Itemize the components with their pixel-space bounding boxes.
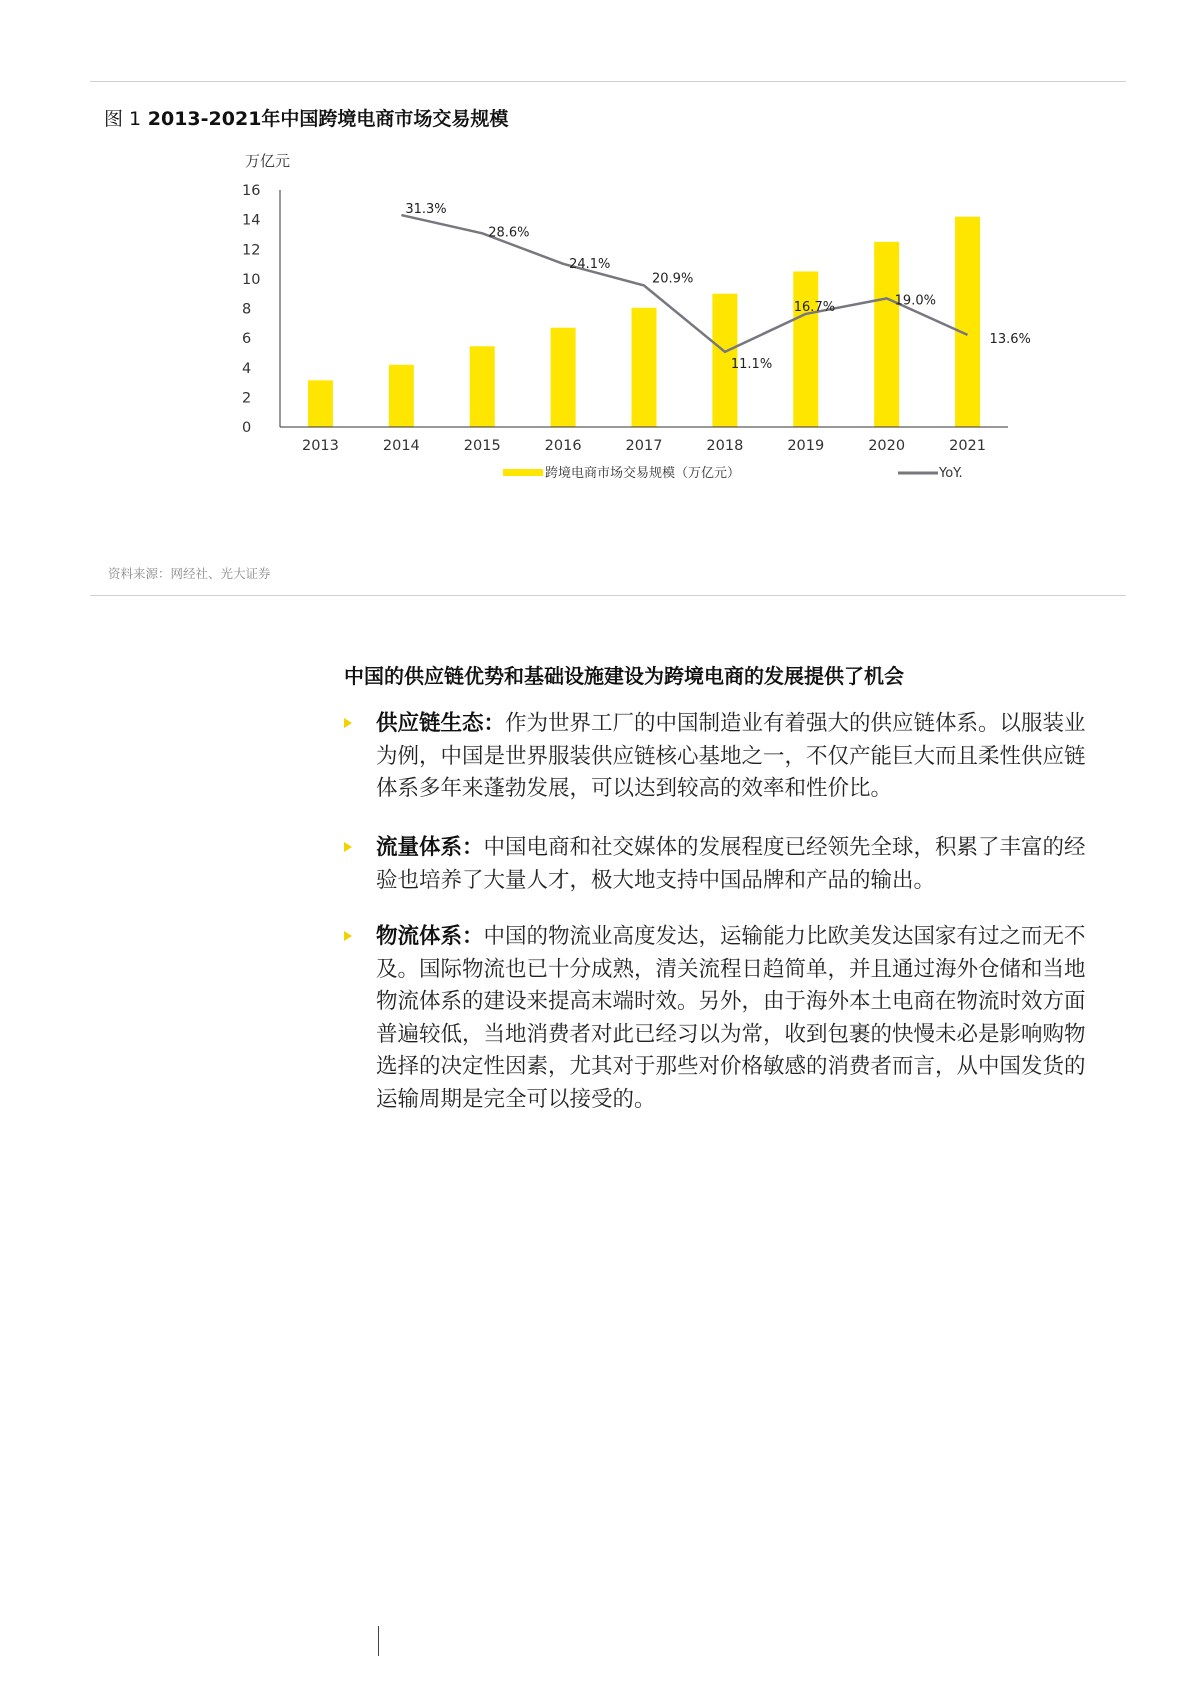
chart-legend [503,465,963,481]
y-tick-label: 6 [242,331,252,348]
section-heading: 中国的供应链优势和基础设施建设为跨境电商的发展提供了机会 [344,664,904,688]
bar-2016 [551,328,576,427]
bar-2020 [874,242,899,427]
bullet-text: 中国的物流业高度发达，运输能力比欧美发达国家有过之而无不及。国际物流也已十分成熟，清关流程日趋简单，并且通过海外仓储和当地物流体系的建设来提高末端时效。另外，由于海外本土电商在物流时效方面普遍较低，当地消费者对此已经习以为常，收到包裹的快慢未必是影响购物选择的决定性因素，尤其对于那些对价格敏感的消费者而言，从中国发货的运输周期是完全可以接受的。 [376,924,1086,1112]
y-tick-label: 14 [242,212,261,229]
footer-marker [378,1626,379,1656]
y-tick-label: 10 [242,271,261,288]
yoy-data-label: 20.9% [652,271,694,287]
bullet-label: 流量体系： [376,835,484,860]
bar-2014 [389,365,414,427]
x-tick-label: 2020 [868,438,906,454]
bar-2021 [955,217,980,427]
x-tick-label: 2015 [463,438,501,454]
yoy-data-label: 28.6% [488,225,530,241]
y-tick-label: 0 [242,420,252,436]
y-tick-label: 12 [242,242,261,259]
legend-label-line: YoY. [939,466,963,481]
figure-title-text: 2013-2021年中国跨境电商市场交易规模 [147,108,509,130]
bullet-text: 作为世界工厂的中国制造业有着强大的供应链体系。以服装业为例，中国是世界服装供应链核心基地之一，不仅产能巨大而且柔性供应链体系多年来蓬勃发展，可以达到较高的效率和性价比。 [376,711,1086,801]
bar-2013 [308,380,333,427]
bottom-rule [90,595,1126,596]
yoy-data-label: 13.6% [989,331,1031,347]
bar-series [308,217,980,427]
y-tick-label: 2 [242,390,252,407]
bullet-traffic [344,832,1104,897]
y-tick-label: 4 [242,360,252,377]
x-tick-label: 2014 [382,438,420,454]
x-tick-label: 2013 [301,438,339,454]
y-axis-unit-label: 万亿元 [245,152,291,170]
x-tick-label: 2019 [787,438,825,454]
bullet-logistics [344,921,1104,1116]
bullet-arrow-icon [344,718,352,728]
bullet-text: 中国电商和社交媒体的发展程度已经领先全球，积累了丰富的经验也培养了大量人才，极大地支持中国品牌和产品的输出。 [376,835,1086,893]
bar-2015 [470,346,495,427]
figure-source: 资料来源：网经社、光大证券 [108,566,271,581]
legend-label-bar: 跨境电商市场交易规模（万亿元） [545,466,741,481]
figure-title [104,104,508,131]
x-tick-label: 2017 [625,438,663,454]
bullet-label: 供应链生态： [376,711,506,736]
yoy-data-label: 24.1% [569,256,611,272]
yoy-data-label: 11.1% [730,356,773,372]
yoy-data-label: 16.7% [793,299,836,315]
bullet-supply-chain [344,708,1104,806]
bullet-label: 物流体系： [376,924,484,949]
yoy-data-label: 19.0% [894,293,936,309]
bullet-arrow-icon [344,931,352,941]
x-axis [302,438,986,454]
legend-swatch-bar [503,469,543,476]
y-axis [242,183,260,436]
market-size-chart [200,140,1080,500]
x-tick-label: 2018 [706,438,744,454]
y-tick-label: 8 [242,301,252,318]
bar-2017 [632,308,657,427]
y-tick-label: 16 [242,183,261,199]
bar-2019 [793,271,818,427]
x-tick-label: 2016 [544,438,582,454]
top-rule [90,81,1126,82]
bullet-arrow-icon [344,842,352,852]
x-tick-label: 2021 [949,438,987,454]
figure-number: 图 1 [104,108,142,130]
yoy-data-label: 31.3% [405,202,447,218]
